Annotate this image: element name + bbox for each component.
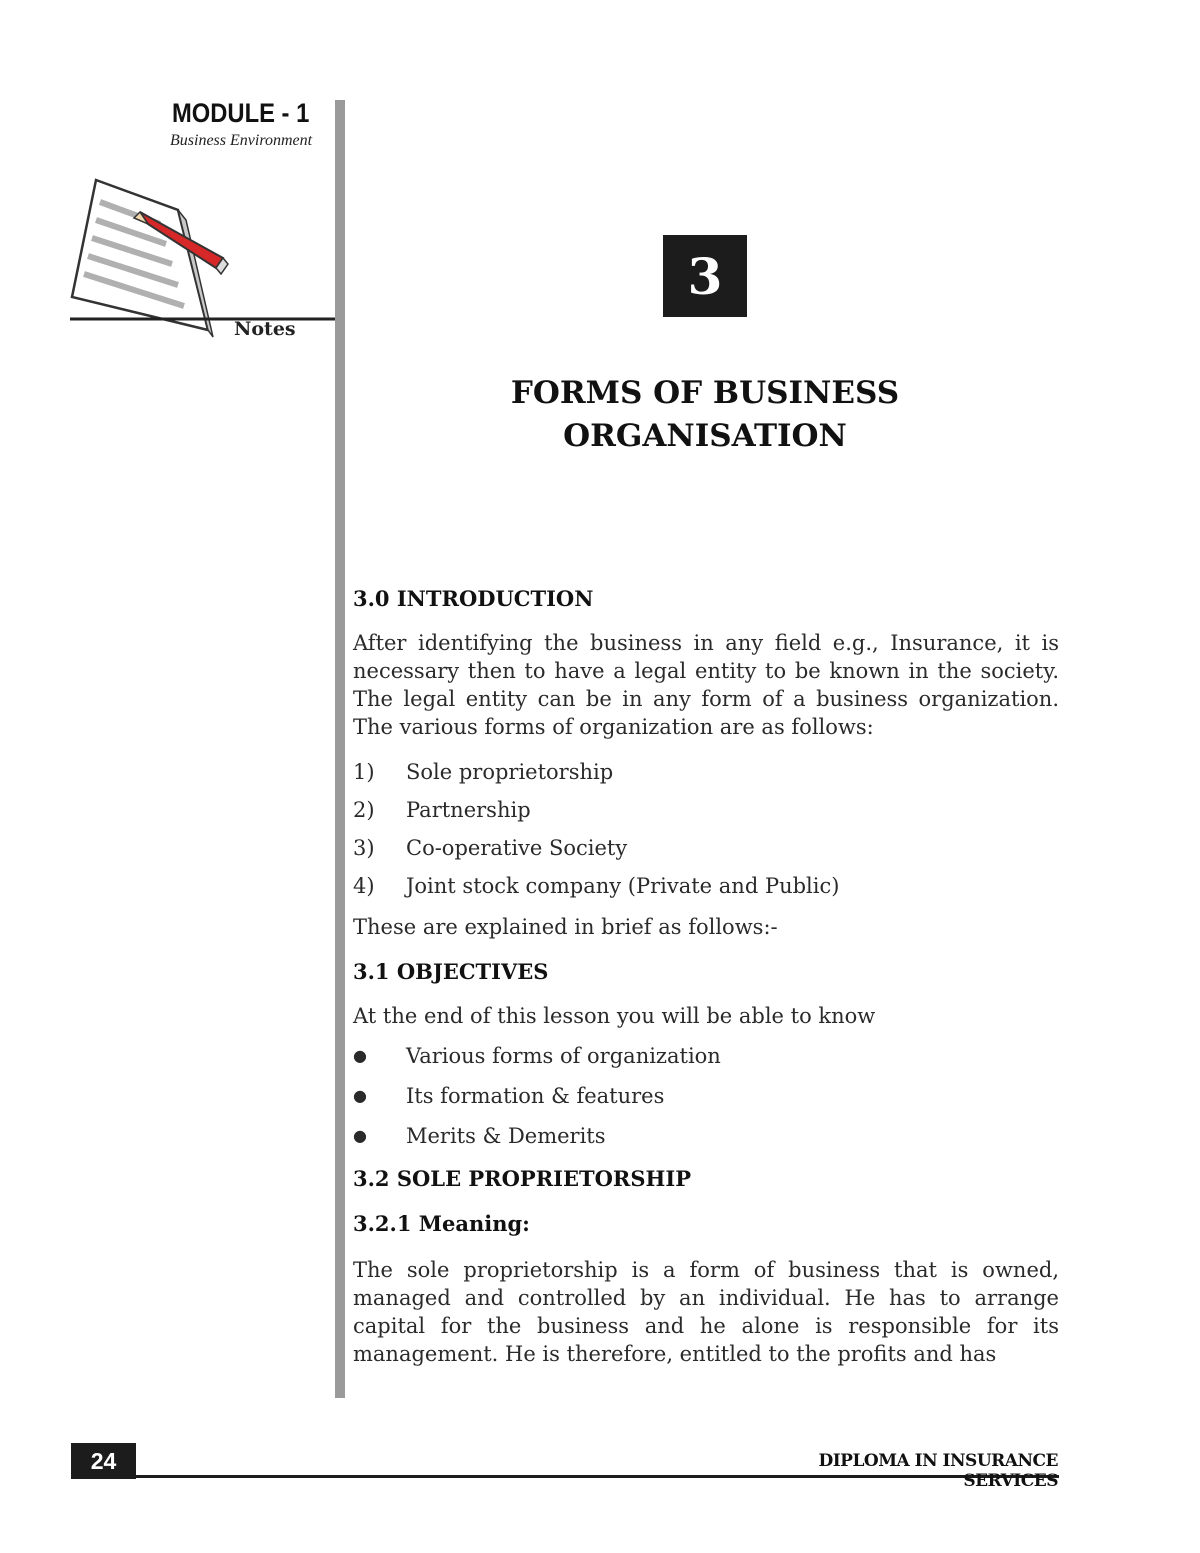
bullet-icon: ● <box>353 1126 367 1145</box>
bullet-icon: ● <box>353 1086 367 1105</box>
module-label: MODULE - 1 <box>172 98 310 128</box>
intro-heading: 3.0 INTRODUCTION <box>353 586 594 611</box>
list-item: ● Merits & Demerits <box>353 1116 1059 1156</box>
objectives-list <box>353 1036 1059 1156</box>
chapter-title <box>460 372 950 458</box>
notes-pencil-icon <box>68 172 338 342</box>
sole-heading: 3.2 SOLE PROPRIETORSHIP <box>353 1166 691 1191</box>
list-item: ● Various forms of organization <box>353 1036 1059 1076</box>
module-subtitle: Business Environment <box>170 132 313 149</box>
list-item: 1) Sole proprietorship <box>353 760 614 784</box>
forms-list <box>353 753 1059 905</box>
objectives-heading: 3.1 OBJECTIVES <box>353 959 549 984</box>
chapter-title-line1: FORMS OF BUSINESS <box>510 375 900 411</box>
page-number: 24 <box>71 1443 136 1479</box>
bullet-icon: ● <box>353 1046 367 1065</box>
sole-subheading: 3.2.1 Meaning: <box>353 1211 530 1236</box>
margin-divider <box>335 100 345 1398</box>
list-item: 4) Joint stock company (Private and Public) <box>353 874 840 898</box>
sole-paragraph: The sole proprietorship is a form of business that is owned, managed and controlled by an individual. He has to arrange capital for the business and he alone is responsible for its management. He is therefore, entitled to the profits and has <box>353 1258 1059 1366</box>
list-item: 2) Partnership <box>353 798 531 822</box>
intro-closing: These are explained in brief as follows:- <box>353 915 778 939</box>
intro-paragraph: After identifying the business in any field e.g., Insurance, it is necessary then to have a legal entity to be known in the society. The legal entity can be in any form of a business organization. The various forms of organization are as follows: <box>353 631 1059 739</box>
main-content <box>353 586 1059 1368</box>
footer-title: DIPLOMA IN INSURANCE SERVICES <box>818 1451 1058 1491</box>
list-item: 3) Co-operative Society <box>353 836 628 860</box>
chapter-title-line2: ORGANISATION <box>563 418 847 454</box>
objectives-lead: At the end of this lesson you will be able to know <box>353 1004 876 1028</box>
chapter-number-box: 3 <box>663 235 747 317</box>
notes-label: Notes <box>234 318 296 340</box>
list-item: ● Its formation & features <box>353 1076 1059 1116</box>
